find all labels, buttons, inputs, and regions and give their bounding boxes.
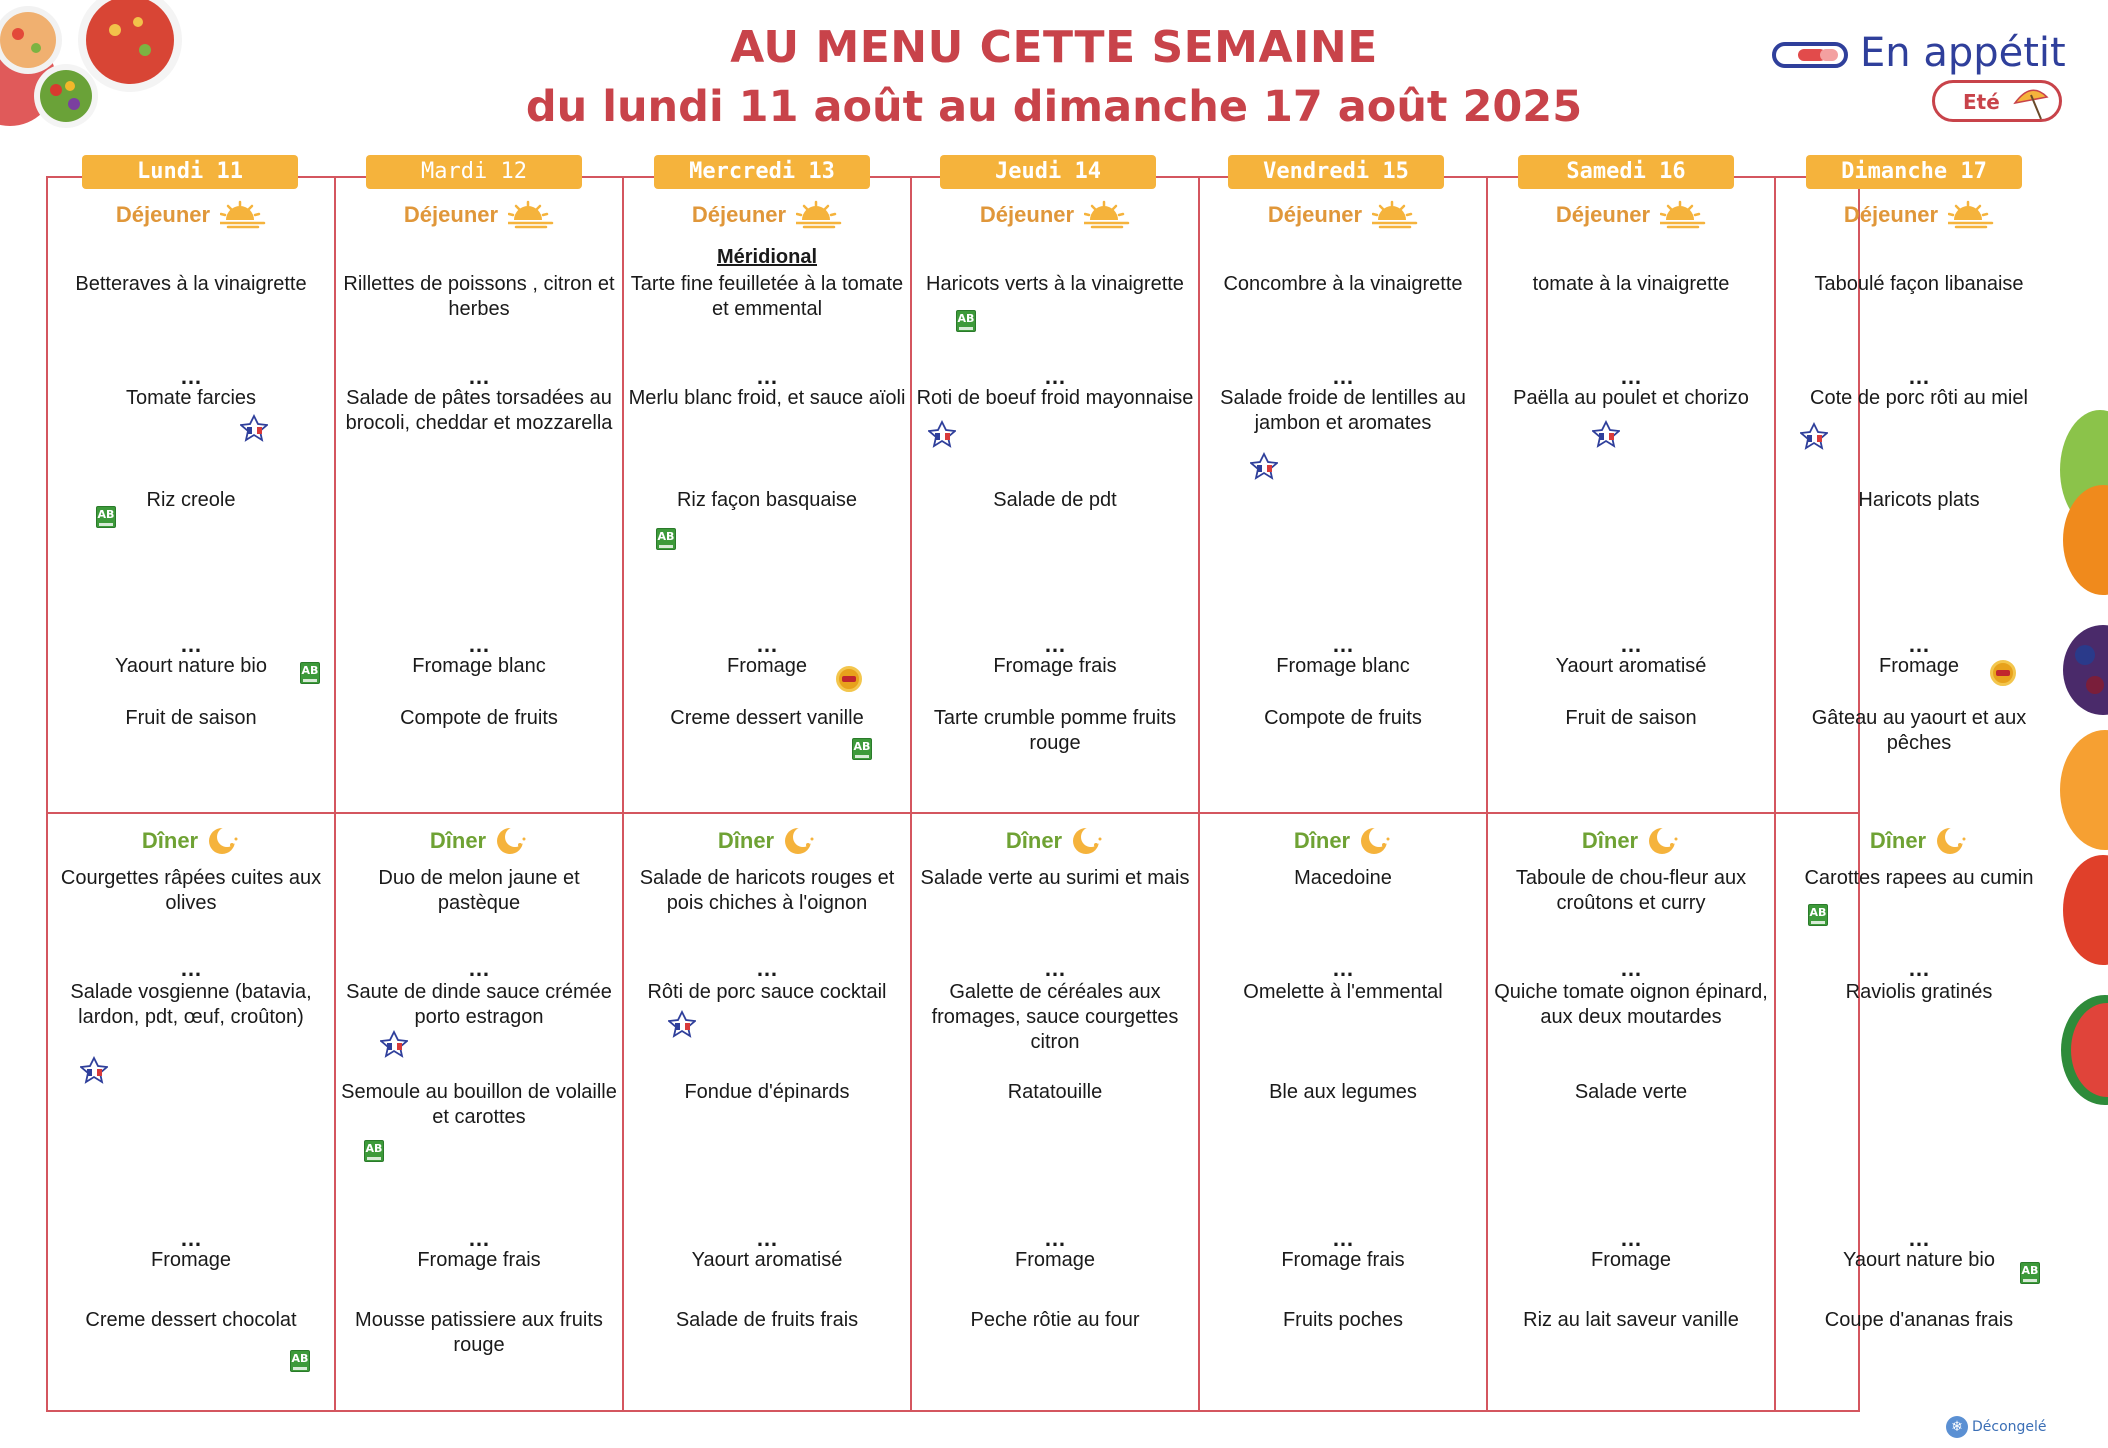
course-separator: …	[1332, 956, 1354, 981]
page-subtitle: du lundi 11 août au dimanche 17 août 2025	[525, 82, 1583, 132]
dish-main: Merlu blanc froid, et sauce aïoli	[628, 387, 906, 409]
dish-dessert: Fruit de saison	[1565, 707, 1697, 729]
course-separator: …	[1044, 364, 1066, 389]
dinner-heading: Dîner	[912, 827, 1198, 855]
course-separator: …	[180, 364, 202, 389]
dish-main: Tomate farcies	[125, 387, 257, 409]
organic-ab-icon: AB	[96, 506, 116, 528]
course-separator: …	[1044, 956, 1066, 981]
dish-main: Salade vosgienne (batavia, lardon, pdt, œuf, croûton)	[70, 981, 312, 1028]
sun-icon	[508, 200, 554, 230]
moon-icon	[1648, 827, 1680, 855]
course-separator: …	[1620, 956, 1642, 981]
theme-label: Méridional	[716, 246, 817, 268]
dinner-heading: Dîner	[624, 827, 910, 855]
organic-ab-icon: AB	[2020, 1262, 2040, 1284]
dinner-heading: Dîner	[336, 827, 622, 855]
dish-starter: Betteraves à la vinaigrette	[75, 273, 307, 295]
dish-dessert: Gâteau au yaourt et aux pêches	[1811, 707, 2027, 754]
course-separator: …	[180, 956, 202, 981]
dish-starter: Carottes rapees au cumin	[1804, 867, 2034, 889]
day-tab-saturday: Samedi 16	[1518, 155, 1734, 189]
brand-logo	[1772, 30, 2072, 78]
dish-starter: Salade de haricots rouges et pois chiches à l'oignon	[639, 867, 895, 914]
course-separator: …	[756, 364, 778, 389]
dish-starter: Haricots verts à la vinaigrette	[926, 273, 1184, 295]
france-origin-icon	[928, 420, 956, 448]
page-title: AU MENU CETTE SEMAINE	[730, 22, 1378, 73]
organic-ab-icon: AB	[852, 738, 872, 760]
day-column-thursday	[912, 176, 1198, 1412]
dish-side: Ratatouille	[1007, 1081, 1103, 1103]
organic-ab-icon: AB	[1808, 904, 1828, 926]
frozen-legend	[1946, 1416, 2047, 1438]
dish-side: Riz creole	[146, 489, 236, 511]
france-origin-icon	[1250, 452, 1278, 480]
dish-starter: Duo de melon jaune et pastèque	[378, 867, 580, 914]
dinner-heading: Dîner	[1488, 827, 1774, 855]
dish-dairy: Fromage blanc	[412, 655, 546, 677]
course-separator: …	[1332, 364, 1354, 389]
dish-dairy: Yaourt aromatisé	[1555, 655, 1707, 677]
lunch-heading: Déjeuner	[912, 200, 1198, 230]
brand-pill-icon	[1772, 42, 1848, 68]
dish-side: Ble aux legumes	[1269, 1081, 1417, 1103]
dish-main: Galette de céréales aux fromages, sauce courgettes citron	[931, 981, 1179, 1053]
dish-dairy: Fromage frais	[1281, 1249, 1405, 1271]
dish-dairy: Yaourt nature bio	[1843, 1249, 1995, 1271]
sun-icon	[796, 200, 842, 230]
dish-starter: Tarte fine feuilletée à la tomate et emmental	[630, 273, 904, 320]
aop-label-icon	[836, 666, 862, 692]
dish-dessert: Tarte crumble pomme fruits rouge	[933, 707, 1177, 754]
dish-dairy: Fromage	[1014, 1249, 1096, 1271]
dinner-heading: Dîner	[1776, 827, 2062, 855]
dish-main: Roti de boeuf froid mayonnaise	[916, 387, 1194, 409]
course-separator: …	[1908, 956, 1930, 981]
france-origin-icon	[240, 414, 268, 442]
dish-dairy: Yaourt nature bio	[115, 655, 267, 677]
dish-main: Omelette à l'emmental	[1243, 981, 1443, 1003]
dish-dairy: Fromage	[1590, 1249, 1672, 1271]
course-separator: …	[180, 1226, 202, 1251]
day-column-wednesday	[624, 176, 910, 1412]
dish-dessert: Compote de fruits	[1264, 707, 1422, 729]
course-separator: …	[180, 632, 202, 657]
day-tab-tuesday: Mardi 12	[366, 155, 582, 189]
dinner-heading: Dîner	[1200, 827, 1486, 855]
day-column-friday	[1200, 176, 1486, 1412]
dish-starter: Macedoine	[1294, 867, 1392, 889]
aop-label-icon	[1990, 660, 2016, 686]
lunch-heading: Déjeuner	[1776, 200, 2062, 230]
course-separator: …	[468, 364, 490, 389]
course-separator: …	[1908, 364, 1930, 389]
dish-dessert: Riz au lait saveur vanille	[1523, 1309, 1739, 1331]
dish-starter: tomate à la vinaigrette	[1532, 273, 1730, 295]
brand-name: En appétit	[1860, 30, 2066, 76]
organic-ab-icon: AB	[364, 1140, 384, 1162]
organic-ab-icon: AB	[656, 528, 676, 550]
dish-starter: Taboulé façon libanaise	[1814, 273, 2024, 295]
frozen-label: Décongelé	[1972, 1419, 2047, 1435]
france-origin-icon	[80, 1056, 108, 1084]
moon-icon	[1360, 827, 1392, 855]
sun-icon	[1948, 200, 1994, 230]
dish-dairy: Fromage frais	[993, 655, 1117, 677]
dish-side: Haricots plats	[1858, 489, 1980, 511]
dish-dessert: Mousse patissiere aux fruits rouge	[355, 1309, 603, 1356]
season-label: Eté	[1963, 90, 2000, 114]
dish-starter: Salade verte au surimi et mais	[920, 867, 1190, 889]
dish-dessert: Fruit de saison	[125, 707, 257, 729]
day-tab-friday: Vendredi 15	[1228, 155, 1444, 189]
lunch-heading: Déjeuner	[1488, 200, 1774, 230]
dish-main: Saute de dinde sauce crémée porto estragon	[346, 981, 612, 1028]
dish-dairy: Fromage	[1878, 655, 1960, 677]
dish-dairy: Fromage blanc	[1276, 655, 1410, 677]
sun-icon	[1372, 200, 1418, 230]
dish-dairy: Fromage	[726, 655, 808, 677]
dish-starter: Courgettes râpées cuites aux olives	[60, 867, 322, 914]
dish-main: Paëlla au poulet et chorizo	[1513, 387, 1749, 409]
france-origin-icon	[1800, 422, 1828, 450]
dish-dessert: Coupe d'ananas frais	[1824, 1309, 2014, 1331]
course-separator: …	[1908, 1226, 1930, 1251]
dish-dessert: Creme dessert vanille	[670, 707, 864, 729]
course-separator: …	[756, 1226, 778, 1251]
dish-dairy: Yaourt aromatisé	[691, 1249, 843, 1271]
dish-dessert: Fruits poches	[1282, 1309, 1404, 1331]
dish-dairy: Fromage	[150, 1249, 232, 1271]
day-column-saturday	[1488, 176, 1774, 1412]
dish-starter: Concombre à la vinaigrette	[1223, 273, 1463, 295]
moon-icon	[496, 827, 528, 855]
course-separator: …	[1620, 364, 1642, 389]
dish-side: Salade verte	[1574, 1081, 1688, 1103]
course-separator: …	[468, 956, 490, 981]
dish-side: Salade de pdt	[993, 489, 1117, 511]
france-origin-icon	[668, 1010, 696, 1038]
course-separator: …	[756, 632, 778, 657]
organic-ab-icon: AB	[290, 1350, 310, 1372]
organic-ab-icon: AB	[956, 310, 976, 332]
moon-icon	[784, 827, 816, 855]
beach-umbrella-icon	[2011, 85, 2051, 121]
course-separator: …	[1908, 632, 1930, 657]
moon-icon	[208, 827, 240, 855]
course-separator: …	[1620, 1226, 1642, 1251]
dish-main: Salade de pâtes torsadées au brocoli, cheddar et mozzarella	[345, 387, 613, 434]
course-separator: …	[468, 632, 490, 657]
day-tab-sunday: Dimanche 17	[1806, 155, 2022, 189]
dish-dessert: Peche rôtie au four	[970, 1309, 1140, 1331]
dish-dessert: Creme dessert chocolat	[85, 1309, 297, 1331]
lunch-heading: Déjeuner	[336, 200, 622, 230]
dish-starter: Taboule de chou-fleur aux croûtons et curry	[1515, 867, 1747, 914]
day-column-tuesday	[336, 176, 622, 1412]
course-separator: …	[756, 956, 778, 981]
sun-icon	[220, 200, 266, 230]
moon-icon	[1936, 827, 1968, 855]
dish-main: Salade froide de lentilles au jambon et aromates	[1220, 387, 1466, 434]
france-origin-icon	[380, 1030, 408, 1058]
dish-starter: Rillettes de poissons , citron et herbes	[343, 273, 615, 320]
day-tab-wednesday: Mercredi 13	[654, 155, 870, 189]
lunch-heading: Déjeuner	[48, 200, 334, 230]
course-separator: …	[1332, 632, 1354, 657]
dish-dessert: Salade de fruits frais	[675, 1309, 859, 1331]
dish-main: Raviolis gratinés	[1845, 981, 1993, 1003]
dish-dessert: Compote de fruits	[400, 707, 558, 729]
day-tab-thursday: Jeudi 14	[940, 155, 1156, 189]
dish-side: Semoule au bouillon de volaille et carottes	[341, 1081, 617, 1128]
course-separator: …	[1332, 1226, 1354, 1251]
snowflake-icon: ❄	[1946, 1416, 1968, 1438]
dish-main: Rôti de porc sauce cocktail	[647, 981, 887, 1003]
lunch-heading: Déjeuner	[624, 200, 910, 230]
dinner-heading: Dîner	[48, 827, 334, 855]
dish-main: Quiche tomate oignon épinard, aux deux moutardes	[1494, 981, 1768, 1028]
dish-dairy: Fromage frais	[417, 1249, 541, 1271]
fruits-decoration	[2055, 410, 2108, 1110]
dish-main: Cote de porc rôti au miel	[1810, 387, 2028, 409]
course-separator: …	[1044, 632, 1066, 657]
day-tab-monday: Lundi 11	[82, 155, 298, 189]
dish-side: Fondue d'épinards	[684, 1081, 850, 1103]
organic-ab-icon: AB	[300, 662, 320, 684]
lunch-heading: Déjeuner	[1200, 200, 1486, 230]
course-separator: …	[468, 1226, 490, 1251]
france-origin-icon	[1592, 420, 1620, 448]
sun-icon	[1084, 200, 1130, 230]
course-separator: …	[1620, 632, 1642, 657]
sun-icon	[1660, 200, 1706, 230]
day-column-monday	[48, 176, 334, 1412]
moon-icon	[1072, 827, 1104, 855]
course-separator: …	[1044, 1226, 1066, 1251]
day-column-sunday	[1776, 176, 2062, 1412]
dish-side: Riz façon basquaise	[676, 489, 858, 511]
season-badge	[1932, 80, 2062, 122]
